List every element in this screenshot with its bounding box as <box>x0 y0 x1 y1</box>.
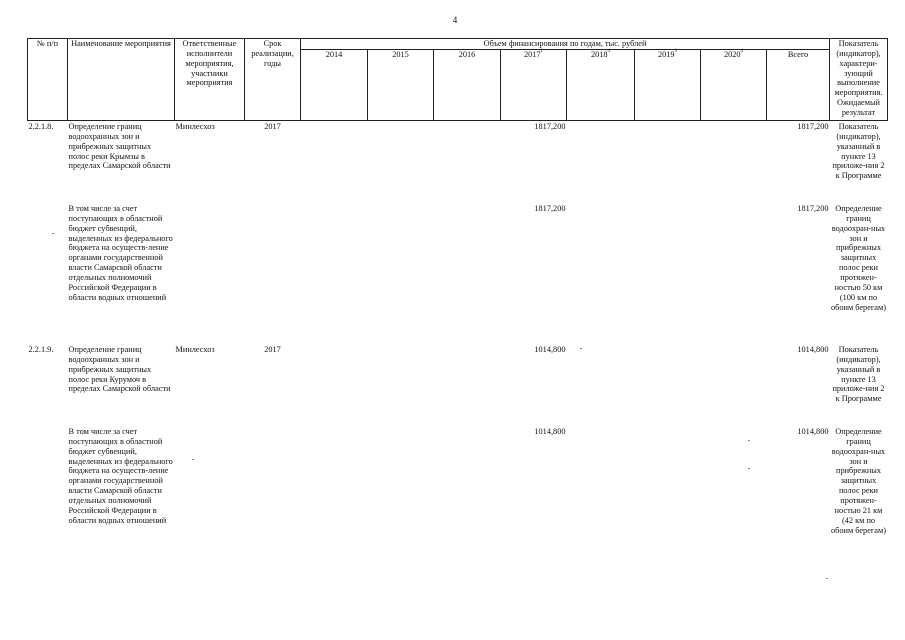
header-year-2020: 2020$^4$ <box>701 50 767 121</box>
term: 2017 <box>264 122 281 131</box>
header-year-2014: 2014 <box>301 50 368 121</box>
header-total: Всего <box>767 50 830 121</box>
funding-table <box>27 38 888 567</box>
measure-name: В том числе за счет поступающих в областной бюджет субвенций, выделенных из федерального бюджета на осуществ-ление органами государственной власти Самарской области отдельных полномочий Российской Федерации в области водных отношений <box>68 204 173 302</box>
indicator: Показатель (индикатор), указанный в пункте 13 приложе-ния 2 к Программе <box>832 122 885 181</box>
scan-speck <box>826 578 828 579</box>
header-year-2015: 2015 <box>368 50 434 121</box>
amount-total: 1014,800 <box>797 345 829 354</box>
amount-2017: 1014,800 <box>534 427 566 436</box>
executor: Минлесхоз <box>175 345 215 354</box>
term <box>245 427 301 567</box>
header-year-2019: 2019$^3$ <box>635 50 701 121</box>
row-number <box>28 427 68 567</box>
header-year-2018: 2018$^4$ <box>567 50 635 121</box>
amount-2017: 1014,800 <box>534 345 566 354</box>
executor <box>175 204 245 345</box>
row-number: 2.2.1.9. <box>28 345 54 354</box>
measure-name: Определение границ водоохранных зон и прибрежных защитных полос реки Курумоч в пределах Самарской области <box>68 345 171 394</box>
page-number: 4 <box>452 15 458 25</box>
table-row <box>28 427 888 567</box>
scan-speck <box>580 348 582 349</box>
term: 2017 <box>264 345 281 354</box>
scan-speck <box>748 440 750 441</box>
amount-total: 1014,800 <box>797 427 829 436</box>
amount-total: 1817,200 <box>797 204 829 213</box>
header-name: Наименование мероприятия <box>68 39 175 121</box>
executor: Минлесхоз <box>175 122 215 131</box>
header-indicator: Показатель (индикатор), характери-зующий выполнение мероприятия. Ожидаемый результат <box>830 39 888 121</box>
row-number: 2.2.1.8. <box>28 122 54 131</box>
amount-2017: 1817,200 <box>534 204 566 213</box>
measure-name: Определение границ водоохранных зон и прибрежных защитных полос реки Крымзы в пределах Самарской области <box>68 122 171 171</box>
header-term: Срок реализации, годы <box>245 39 301 121</box>
amount-total: 1817,200 <box>797 122 829 131</box>
table-row <box>28 345 888 427</box>
header-funding: Объем финансирования по годам, тыс. рублей <box>301 39 830 50</box>
header-num: № п/п <box>28 39 68 121</box>
header-executors: Ответственные исполнители мероприятия, участники мероприятия <box>175 39 245 121</box>
header-year-2016: 2016 <box>434 50 501 121</box>
table-row <box>28 204 888 345</box>
amount-2017: 1817,200 <box>534 122 566 131</box>
executor <box>175 427 245 567</box>
table-row <box>28 121 888 205</box>
header-year-2017: 2017$^1$ <box>501 50 567 121</box>
term <box>245 204 301 345</box>
row-number <box>28 204 68 345</box>
indicator: Определение границ водоохран-ных зон и прибрежных защитных полос реки протяжен-ностью 50 км (100 км по обоим берегам) <box>830 204 886 312</box>
indicator: Определение границ водоохран-ных зон и прибрежных защитных полос реки протяжен-ностью 21 км (42 км по обоим берегам) <box>830 427 886 535</box>
scan-speck <box>192 459 194 460</box>
indicator: Показатель (индикатор), указанный в пункте 13 приложе-ния 2 к Программе <box>832 345 885 404</box>
measure-name: В том числе за счет поступающих в областной бюджет субвенций, выделенных из федерального бюджета на осуществ-ление органами государственной власти Самарской области отдельных полномочий Российской Федерации в области водных отношений <box>68 427 173 525</box>
scan-speck <box>52 233 54 234</box>
scan-speck <box>748 468 750 469</box>
